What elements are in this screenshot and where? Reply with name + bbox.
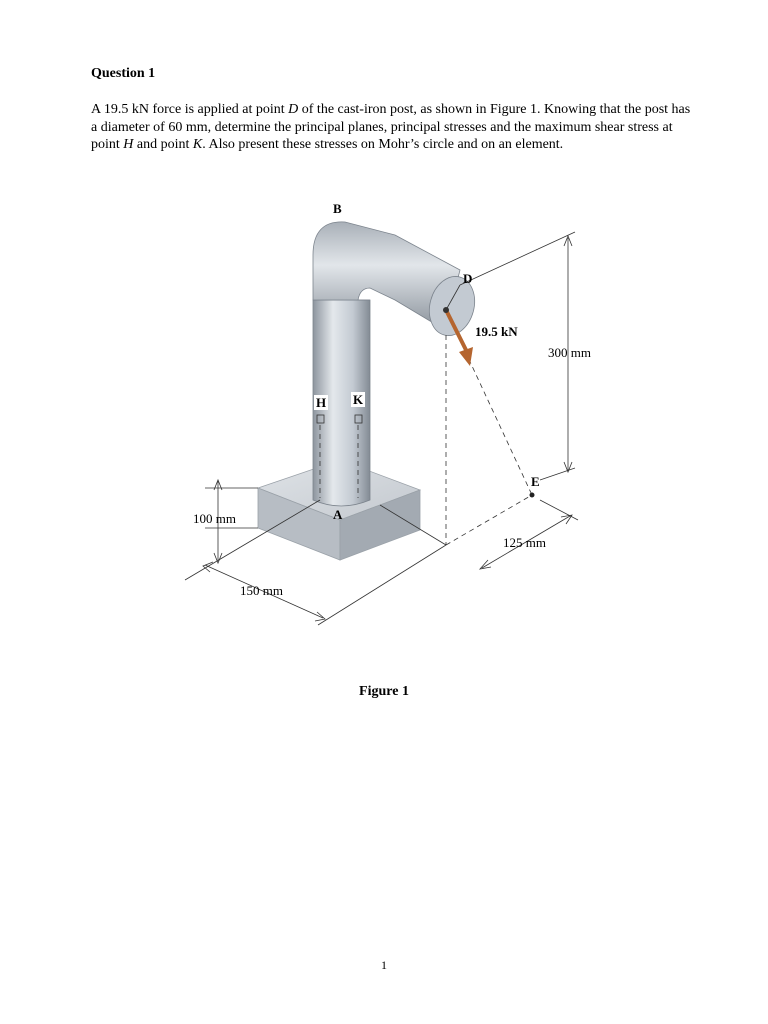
figure-caption: Figure 1 <box>359 684 409 699</box>
label-a: A <box>333 507 343 522</box>
point-e-dot <box>530 493 535 498</box>
question-title: Question 1 <box>91 66 156 81</box>
point-d-ref: D <box>288 102 299 117</box>
label-h: H <box>316 395 327 410</box>
label-b: B <box>333 201 342 216</box>
question-text-part: and point <box>133 137 193 152</box>
force-label: 19.5 kN <box>475 324 518 339</box>
point-k-ref: K <box>192 137 203 152</box>
dim-125mm: 125 mm <box>503 535 546 550</box>
question-text-part: of the cast-iron post, as shown in Figure 1. Knowing that the post has a diameter of 60 mm, determine the principal planes, principal stresses and the maximum shear stress at point <box>91 102 691 152</box>
label-k: K <box>353 392 364 407</box>
question-text-part: A 19.5 kN force is applied at point <box>91 102 289 117</box>
question-text-part: . Also present these stresses on Mohr’s circle and on an element. <box>202 137 564 152</box>
label-e: E <box>531 474 540 489</box>
dim-300mm: 300 mm <box>548 345 591 360</box>
dim-100mm: 100 mm <box>193 511 236 526</box>
dim-150mm: 150 mm <box>240 583 283 598</box>
point-h-ref: H <box>123 137 134 152</box>
page-number: 1 <box>381 958 387 972</box>
label-d: D <box>463 271 473 286</box>
